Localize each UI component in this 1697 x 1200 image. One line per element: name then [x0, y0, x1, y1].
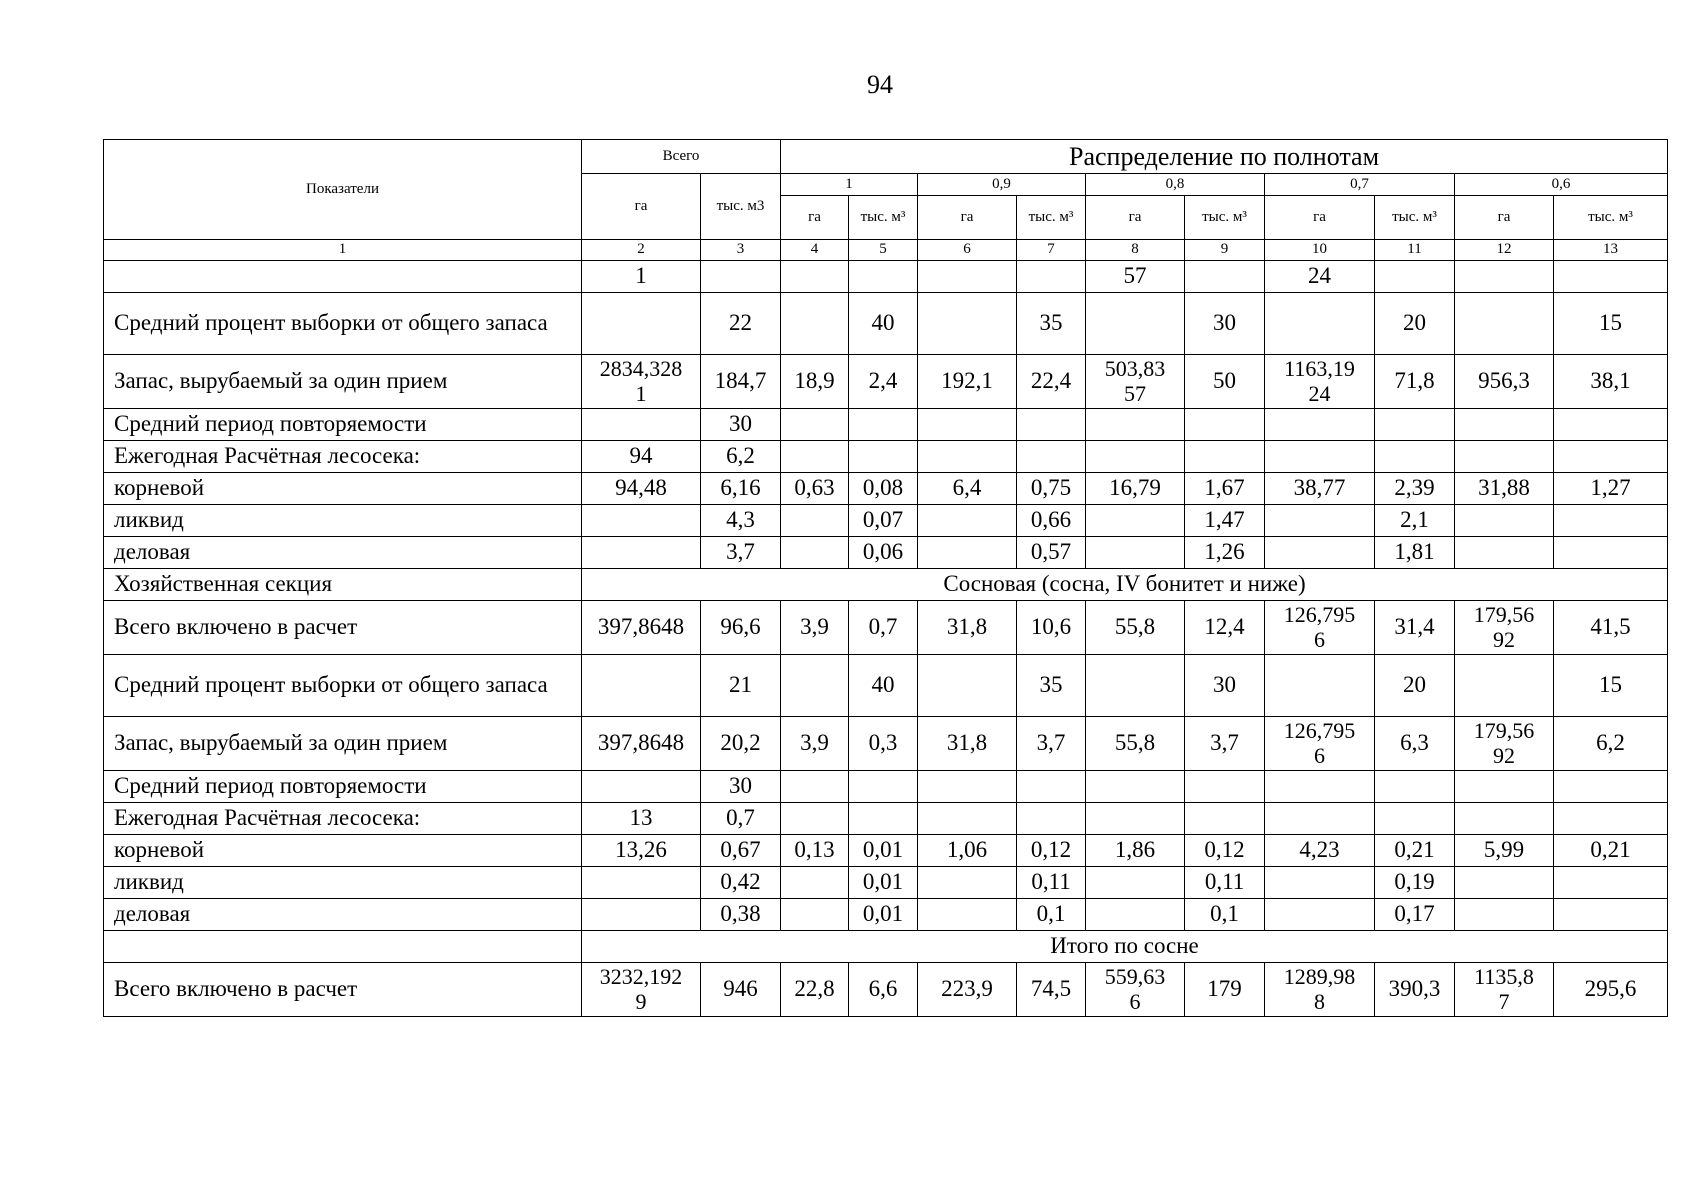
table-cell: 0,12 — [1185, 835, 1265, 867]
page-number: 94 — [867, 70, 893, 99]
table-cell — [1554, 899, 1668, 931]
row-label: Ежегодная Расчётная лесосека: — [104, 803, 582, 835]
table-cell: 1,26 — [1185, 537, 1265, 569]
header-distribution: Распределение по полнотам — [781, 140, 1668, 174]
table-cell: 0,17 — [1375, 899, 1455, 931]
table-cell: 1289,98 8 — [1265, 963, 1375, 1017]
table-cell: 2,39 — [1375, 473, 1455, 505]
table-cell — [1265, 655, 1375, 717]
table-cell — [582, 537, 701, 569]
table-cell — [1554, 803, 1668, 835]
table-cell: 10,6 — [1017, 601, 1086, 655]
table-cell: 71,8 — [1375, 355, 1455, 409]
table-cell — [1265, 867, 1375, 899]
table-cell — [781, 771, 849, 803]
table-cell: 223,9 — [918, 963, 1017, 1017]
table-cell: 20 — [1375, 293, 1455, 355]
header-density-0-6: 0,6 — [1455, 174, 1668, 196]
table-cell — [1086, 293, 1185, 355]
table-cell — [1017, 771, 1086, 803]
table-cell — [781, 537, 849, 569]
table-cell — [1185, 409, 1265, 441]
table-cell: 0,11 — [1185, 867, 1265, 899]
row-label: ликвид — [104, 867, 582, 899]
table-row — [104, 505, 1668, 537]
table-cell — [781, 261, 849, 293]
table-cell: 31,8 — [918, 717, 1017, 771]
table-cell — [918, 771, 1017, 803]
table-cell — [1265, 803, 1375, 835]
row-label: корневой — [104, 835, 582, 867]
table-cell — [1455, 867, 1554, 899]
table-cell: 3232,192 9 — [582, 963, 701, 1017]
table-cell — [781, 899, 849, 931]
table-cell: 1163,19 24 — [1265, 355, 1375, 409]
table-cell: 179,56 92 — [1455, 601, 1554, 655]
table-row — [104, 835, 1668, 867]
header-subcol: га — [1455, 196, 1554, 240]
table-cell: 1,86 — [1086, 835, 1185, 867]
table-cell — [1554, 261, 1668, 293]
table-row — [104, 537, 1668, 569]
table-cell — [1375, 803, 1455, 835]
table-cell — [918, 505, 1017, 537]
header-total: Всего — [582, 140, 781, 174]
row-label: ликвид — [104, 505, 582, 537]
table-cell — [1086, 441, 1185, 473]
table-cell — [849, 441, 918, 473]
table-cell — [1375, 261, 1455, 293]
table-cell: 38,1 — [1554, 355, 1668, 409]
table-cell: 3,9 — [781, 601, 849, 655]
table-cell — [849, 771, 918, 803]
table-cell: 0,63 — [781, 473, 849, 505]
table-cell: 35 — [1017, 293, 1086, 355]
table-row — [104, 473, 1668, 505]
table-row — [104, 441, 1668, 473]
row-label: Средний процент выборки от общего запаса — [104, 655, 582, 717]
table-cell: 16,79 — [1086, 473, 1185, 505]
table-cell — [582, 867, 701, 899]
section-title: Итого по сосне — [582, 931, 1668, 963]
section-title: Сосновая (сосна, IV бонитет и ниже) — [582, 569, 1668, 601]
section-row — [104, 931, 1668, 963]
table-cell: 0,08 — [849, 473, 918, 505]
table-cell — [781, 803, 849, 835]
table-cell: 30 — [701, 409, 781, 441]
table-cell — [1265, 505, 1375, 537]
table-cell: 0,38 — [701, 899, 781, 931]
table-cell: 3,7 — [701, 537, 781, 569]
table-cell — [1265, 441, 1375, 473]
table-cell: 96,6 — [701, 601, 781, 655]
column-number: 10 — [1265, 240, 1375, 261]
table-cell — [1455, 771, 1554, 803]
table-cell: 4,3 — [701, 505, 781, 537]
table-cell — [1265, 537, 1375, 569]
table-cell: 0,19 — [1375, 867, 1455, 899]
table-cell — [1265, 409, 1375, 441]
table-cell — [1455, 261, 1554, 293]
table-cell: 0,13 — [781, 835, 849, 867]
table-cell: 22 — [701, 293, 781, 355]
table-cell: 1,67 — [1185, 473, 1265, 505]
table-cell — [1455, 899, 1554, 931]
table-cell: 1,81 — [1375, 537, 1455, 569]
table-cell: 30 — [1185, 293, 1265, 355]
table-cell: 15 — [1554, 293, 1668, 355]
table-cell — [1086, 655, 1185, 717]
row-label — [104, 261, 582, 293]
table-cell — [1554, 505, 1668, 537]
table-cell — [1086, 899, 1185, 931]
table-cell: 503,83 57 — [1086, 355, 1185, 409]
table-cell — [1554, 537, 1668, 569]
column-number: 12 — [1455, 240, 1554, 261]
table-cell — [918, 867, 1017, 899]
column-number: 1 — [104, 240, 582, 261]
table-cell — [849, 409, 918, 441]
table-cell: 192,1 — [918, 355, 1017, 409]
table-cell: 6,2 — [1554, 717, 1668, 771]
header-subcol: га — [1265, 196, 1375, 240]
table-cell: 18,9 — [781, 355, 849, 409]
table-cell — [1455, 803, 1554, 835]
table-row — [104, 355, 1668, 409]
table-cell: 390,3 — [1375, 963, 1455, 1017]
table-cell: 0,7 — [701, 803, 781, 835]
header-density-1: 1 — [781, 174, 918, 196]
table-cell — [582, 655, 701, 717]
table-cell: 55,8 — [1086, 601, 1185, 655]
table-cell: 6,4 — [918, 473, 1017, 505]
table-cell: 559,63 6 — [1086, 963, 1185, 1017]
table-row — [104, 293, 1668, 355]
table-row — [104, 655, 1668, 717]
table-cell: 1 — [582, 261, 701, 293]
table-cell — [781, 655, 849, 717]
table-cell — [1265, 771, 1375, 803]
header-density-0-8: 0,8 — [1086, 174, 1265, 196]
header-subcol: тыс. м³ — [1185, 196, 1265, 240]
table-cell: 13 — [582, 803, 701, 835]
table-cell — [849, 261, 918, 293]
table-cell — [918, 409, 1017, 441]
section-label — [104, 931, 582, 963]
row-label: Запас, вырубаемый за один прием — [104, 717, 582, 771]
table-cell: 295,6 — [1554, 963, 1668, 1017]
header-subcol: тыс. м³ — [849, 196, 918, 240]
table-cell — [1185, 803, 1265, 835]
table-cell: 0,21 — [1375, 835, 1455, 867]
table-cell — [781, 409, 849, 441]
header-subcol: га — [918, 196, 1017, 240]
table-row — [104, 261, 1668, 293]
table-cell: 30 — [701, 771, 781, 803]
column-number: 2 — [582, 240, 701, 261]
header-subcol: га — [781, 196, 849, 240]
table-cell — [918, 293, 1017, 355]
column-number: 6 — [918, 240, 1017, 261]
table-cell — [1455, 537, 1554, 569]
row-label: Всего включено в расчет — [104, 963, 582, 1017]
table-cell — [918, 261, 1017, 293]
table-cell: 3,7 — [1185, 717, 1265, 771]
table-cell: 94,48 — [582, 473, 701, 505]
table-cell — [1086, 771, 1185, 803]
table-cell — [1265, 293, 1375, 355]
row-label: Всего включено в расчет — [104, 601, 582, 655]
table-cell: 0,21 — [1554, 835, 1668, 867]
row-label: Средний период повторяемости — [104, 771, 582, 803]
column-number: 11 — [1375, 240, 1455, 261]
table-cell: 74,5 — [1017, 963, 1086, 1017]
section-row — [104, 569, 1668, 601]
table-cell: 0,3 — [849, 717, 918, 771]
table-cell — [1185, 771, 1265, 803]
table-cell: 6,3 — [1375, 717, 1455, 771]
table-cell — [1017, 261, 1086, 293]
header-subcol: тыс. м³ — [1554, 196, 1668, 240]
table-cell — [1265, 899, 1375, 931]
table-cell — [1455, 655, 1554, 717]
table-cell: 126,795 6 — [1265, 601, 1375, 655]
table-cell: 57 — [1086, 261, 1185, 293]
table-cell: 179 — [1185, 963, 1265, 1017]
table-cell — [1554, 409, 1668, 441]
table-cell — [1086, 409, 1185, 441]
table-cell: 20 — [1375, 655, 1455, 717]
table-row — [104, 899, 1668, 931]
table-cell — [918, 803, 1017, 835]
table-cell: 0,01 — [849, 835, 918, 867]
table-cell — [781, 441, 849, 473]
table-cell — [1455, 441, 1554, 473]
header-indicators: Показатели — [104, 140, 582, 240]
table-cell: 0,75 — [1017, 473, 1086, 505]
table-cell: 31,88 — [1455, 473, 1554, 505]
table-cell: 0,11 — [1017, 867, 1086, 899]
table-row — [104, 771, 1668, 803]
column-number: 4 — [781, 240, 849, 261]
table-cell — [1017, 409, 1086, 441]
table-cell — [582, 409, 701, 441]
table-cell: 0,67 — [701, 835, 781, 867]
table-cell: 0,57 — [1017, 537, 1086, 569]
table-cell — [1455, 505, 1554, 537]
table-row — [104, 409, 1668, 441]
column-number: 9 — [1185, 240, 1265, 261]
row-label: Средний процент выборки от общего запаса — [104, 293, 582, 355]
table-cell: 5,99 — [1455, 835, 1554, 867]
table-cell — [1086, 803, 1185, 835]
table-cell: 2,1 — [1375, 505, 1455, 537]
column-number: 5 — [849, 240, 918, 261]
table-cell: 397,8648 — [582, 601, 701, 655]
table-cell: 0,42 — [701, 867, 781, 899]
table-cell: 22,8 — [781, 963, 849, 1017]
row-label: корневой — [104, 473, 582, 505]
table-cell — [918, 441, 1017, 473]
table-cell: 1,27 — [1554, 473, 1668, 505]
table-cell — [582, 293, 701, 355]
table-cell: 0,07 — [849, 505, 918, 537]
table-row — [104, 717, 1668, 771]
table-cell: 22,4 — [1017, 355, 1086, 409]
table-cell: 6,2 — [701, 441, 781, 473]
table-cell: 38,77 — [1265, 473, 1375, 505]
table-cell: 30 — [1185, 655, 1265, 717]
table-cell — [918, 655, 1017, 717]
table-row — [104, 601, 1668, 655]
felling-table — [103, 139, 1668, 1017]
header-density-0-7: 0,7 — [1265, 174, 1455, 196]
table-cell: 3,9 — [781, 717, 849, 771]
table-cell: 0,66 — [1017, 505, 1086, 537]
table-cell: 0,01 — [849, 899, 918, 931]
table-cell: 20,2 — [701, 717, 781, 771]
table-cell: 0,06 — [849, 537, 918, 569]
table-row — [104, 803, 1668, 835]
table-cell: 1,47 — [1185, 505, 1265, 537]
table-cell: 3,7 — [1017, 717, 1086, 771]
table-cell — [1086, 867, 1185, 899]
table-cell: 2834,328 1 — [582, 355, 701, 409]
table-cell: 0,01 — [849, 867, 918, 899]
column-number: 13 — [1554, 240, 1668, 261]
table-cell: 31,8 — [918, 601, 1017, 655]
table-cell — [918, 537, 1017, 569]
table-cell — [918, 899, 1017, 931]
table-cell — [582, 505, 701, 537]
table-cell — [1017, 803, 1086, 835]
table-cell — [781, 505, 849, 537]
table-cell: 2,4 — [849, 355, 918, 409]
table-cell: 31,4 — [1375, 601, 1455, 655]
table-cell — [1185, 261, 1265, 293]
table-cell: 946 — [701, 963, 781, 1017]
row-label: Ежегодная Расчётная лесосека: — [104, 441, 582, 473]
column-number: 8 — [1086, 240, 1185, 261]
header-subcol: га — [1086, 196, 1185, 240]
table-cell — [781, 293, 849, 355]
row-label: деловая — [104, 537, 582, 569]
table-cell: 1135,8 7 — [1455, 963, 1554, 1017]
table-cell — [582, 899, 701, 931]
table-cell — [781, 867, 849, 899]
header-total-ha: га — [582, 174, 701, 240]
column-number: 3 — [701, 240, 781, 261]
table-cell — [1086, 505, 1185, 537]
table-cell — [1017, 441, 1086, 473]
table-cell — [849, 803, 918, 835]
table-cell — [1375, 409, 1455, 441]
table-cell — [1086, 537, 1185, 569]
table-cell — [1455, 293, 1554, 355]
table-cell: 6,6 — [849, 963, 918, 1017]
table-cell: 21 — [701, 655, 781, 717]
table-cell: 397,8648 — [582, 717, 701, 771]
table-cell: 55,8 — [1086, 717, 1185, 771]
table-cell: 94 — [582, 441, 701, 473]
table-cell: 1,06 — [918, 835, 1017, 867]
table-cell: 24 — [1265, 261, 1375, 293]
table-row — [104, 867, 1668, 899]
table-cell: 0,7 — [849, 601, 918, 655]
table-cell: 4,23 — [1265, 835, 1375, 867]
column-number: 7 — [1017, 240, 1086, 261]
table-cell — [582, 771, 701, 803]
table-row — [104, 963, 1668, 1017]
section-label: Хозяйственная секция — [104, 569, 582, 601]
table-cell: 50 — [1185, 355, 1265, 409]
table-cell: 35 — [1017, 655, 1086, 717]
table-cell — [1375, 771, 1455, 803]
header-total-volume: тыс. м3 — [701, 174, 781, 240]
table-cell: 184,7 — [701, 355, 781, 409]
table-cell — [1554, 441, 1668, 473]
table-cell: 0,1 — [1185, 899, 1265, 931]
table-cell: 126,795 6 — [1265, 717, 1375, 771]
header-subcol: тыс. м³ — [1017, 196, 1086, 240]
row-label: Запас, вырубаемый за один прием — [104, 355, 582, 409]
table-cell — [1455, 409, 1554, 441]
row-label: деловая — [104, 899, 582, 931]
table-cell: 6,16 — [701, 473, 781, 505]
row-label: Средний период повторяемости — [104, 409, 582, 441]
table-cell: 0,12 — [1017, 835, 1086, 867]
table-cell: 40 — [849, 655, 918, 717]
table-cell: 13,26 — [582, 835, 701, 867]
table-cell — [1185, 441, 1265, 473]
header-subcol: тыс. м³ — [1375, 196, 1455, 240]
table-cell: 41,5 — [1554, 601, 1668, 655]
table-cell — [1375, 441, 1455, 473]
table-cell: 40 — [849, 293, 918, 355]
table-cell — [1554, 867, 1668, 899]
table-cell: 12,4 — [1185, 601, 1265, 655]
table-cell — [701, 261, 781, 293]
table-cell — [1554, 771, 1668, 803]
table-cell: 0,1 — [1017, 899, 1086, 931]
table-cell: 15 — [1554, 655, 1668, 717]
table-cell: 956,3 — [1455, 355, 1554, 409]
table-cell: 179,56 92 — [1455, 717, 1554, 771]
header-density-0-9: 0,9 — [918, 174, 1086, 196]
